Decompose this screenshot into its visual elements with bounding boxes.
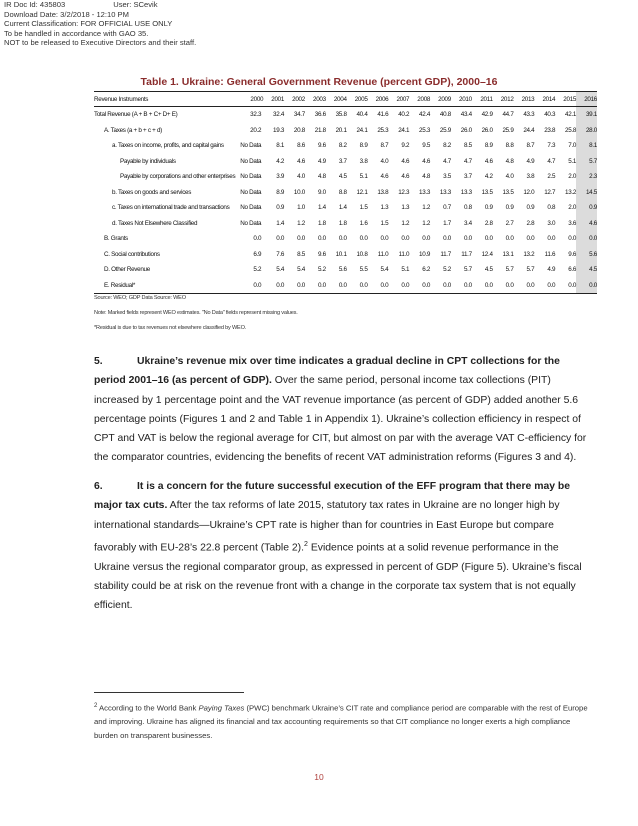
- row-label: d. Taxes Not Elsewhere Classified: [112, 219, 198, 227]
- table-cell: 2.5: [547, 173, 556, 181]
- table-row: [94, 138, 597, 154]
- table-cell: 25.8: [565, 126, 577, 134]
- table-cell: 5.7: [576, 154, 597, 170]
- table-cell: 6.6: [568, 266, 577, 274]
- row-label: c. Taxes on international trade and transactions: [112, 204, 230, 212]
- table-cell: 0.0: [253, 235, 262, 243]
- table-cell: 8.5: [463, 142, 472, 150]
- table-cell: 4.0: [297, 173, 305, 181]
- table-cell: 5.4: [297, 266, 305, 274]
- table-cell: 32.4: [273, 111, 285, 119]
- table-cell: 3.8: [526, 173, 535, 181]
- table-row: [94, 200, 597, 216]
- table-cell: 4.0: [505, 173, 514, 181]
- table-cell: 42.1: [565, 111, 577, 119]
- table-cell: 0.0: [409, 278, 430, 294]
- table-cell: 9.0: [317, 188, 326, 196]
- table-cell: 12.1: [356, 188, 368, 196]
- release-note: NOT to be released to Executive Directors and their staff.: [4, 38, 197, 48]
- table-cell: 7.6: [276, 250, 285, 258]
- table-cell: 24.1: [398, 126, 410, 134]
- table-cell: 14.5: [576, 185, 597, 201]
- column-header-year: 2013: [514, 92, 535, 107]
- table-cell: 13.8: [377, 188, 389, 196]
- table-cell: 26.0: [481, 126, 493, 134]
- table-cell: 13.3: [439, 188, 451, 196]
- table-cell: 25.3: [419, 126, 431, 134]
- table-cell: 0.0: [526, 235, 535, 243]
- table-cell: 13.5: [502, 188, 514, 196]
- table-cell: 1.2: [297, 219, 305, 227]
- paragraph-heading: It is a concern for the future successful execution of the EFF program that there may be major tax cuts.: [94, 481, 571, 512]
- column-header-year: 2003: [305, 92, 326, 107]
- table-cell: 4.8: [422, 173, 431, 181]
- row-label: E. Residual*: [94, 278, 235, 294]
- table-cell: 0.0: [443, 235, 451, 243]
- paragraph-text-cont: Evidence points at a solid revenue performance in the Ukraine versus the regional comparator group, as expressed in percent of GDP (Figure 5). Ukraine’s fiscal stability could be at risk on the revenue front with a change in the corporate tax system that is not equally efficient.: [94, 542, 582, 612]
- table-cell: 4.6: [484, 157, 493, 165]
- table-cell: 24.4: [523, 126, 535, 134]
- table-cell: 8.2: [443, 142, 451, 150]
- table-cell: 0.0: [347, 278, 368, 294]
- table-cell: 0.0: [547, 235, 556, 243]
- table-cell: 10.1: [335, 250, 347, 258]
- table-row: [94, 154, 597, 170]
- table-cell: 43.4: [460, 111, 472, 119]
- table-cell: 4.8: [317, 173, 326, 181]
- row-label: b. Taxes on goods and services: [112, 188, 192, 196]
- column-header-year: 2008: [409, 92, 430, 107]
- table-cell: 3.9: [276, 173, 285, 181]
- table-cell: 5.7: [505, 266, 514, 274]
- table-cell: 5.1: [568, 157, 577, 165]
- table-cell: 12.3: [398, 188, 410, 196]
- table-cell: 8.6: [297, 142, 305, 150]
- table-row: [94, 216, 597, 232]
- table-cell: 25.3: [377, 126, 389, 134]
- table-cell: 1.2: [422, 219, 431, 227]
- table-cell: 0.0: [284, 278, 305, 294]
- table-cell: 4.6: [297, 157, 305, 165]
- table-cell: 2.3: [576, 169, 597, 185]
- table-cell: 34.7: [293, 111, 305, 119]
- column-header-year: 2012: [493, 92, 514, 107]
- table-cell: 40.4: [356, 111, 368, 119]
- table-cell: 1.5: [359, 204, 368, 212]
- table-cell: 8.8: [505, 142, 514, 150]
- footnote-prefix: According to the World Bank: [97, 703, 199, 713]
- table-cell: 0.0: [514, 278, 535, 294]
- table-cell: 8.8: [338, 188, 347, 196]
- table-cell: 10.0: [293, 188, 305, 196]
- row-label: A. Taxes (a + b + c + d): [104, 126, 162, 134]
- table-cell: 4.6: [576, 216, 597, 232]
- table-cell: 25.9: [502, 126, 514, 134]
- paragraph-heading: Ukraine’s revenue mix over time indicates a gradual decline in CPT collections for the period 2001–16 (as percent of GDP).: [94, 356, 560, 387]
- table-cell: 4.9: [526, 157, 535, 165]
- table-cell: 5.6: [576, 247, 597, 263]
- table-cell: 8.1: [576, 138, 597, 154]
- table-cell: 5.1: [401, 266, 410, 274]
- table-cell: 2.7: [505, 219, 514, 227]
- table-cell: 0.0: [263, 278, 284, 294]
- table-cell: No Data: [240, 173, 262, 181]
- table-cell: 1.3: [401, 204, 410, 212]
- table-cell: 42.4: [419, 111, 431, 119]
- column-header-year: 2007: [388, 92, 409, 107]
- table-cell: 1.3: [380, 204, 389, 212]
- table-cell: No Data: [240, 188, 262, 196]
- table-cell: 8.9: [359, 142, 368, 150]
- table-cell: 0.0: [388, 278, 409, 294]
- paragraph-text: After the tax reforms of late 2015, statutory tax rates in Ukraine are no longer high by international standards—Ukraine’s CPT rate is higher than for countries in East Europe but compare favorably with EU-28’s 22.8 percent (Table 2).: [94, 500, 560, 554]
- table-cell: 0.0: [430, 278, 451, 294]
- table-cell: 4.2: [276, 157, 285, 165]
- table-cell: 0.9: [505, 204, 514, 212]
- table-cell: 0.8: [463, 204, 472, 212]
- table-cell: 1.0: [297, 204, 305, 212]
- table-cell: 13.1: [502, 250, 514, 258]
- table-cell: 40.3: [544, 111, 556, 119]
- table-cell: 6.2: [422, 266, 431, 274]
- paragraph-number: 5.: [94, 356, 103, 367]
- revenue-table: [94, 91, 597, 294]
- table-cell: 3.7: [463, 173, 472, 181]
- table-cell: 8.1: [276, 142, 285, 150]
- table-cell: 4.5: [338, 173, 347, 181]
- table-cell: 1.2: [401, 219, 410, 227]
- table-cell: 9.2: [401, 142, 410, 150]
- table-cell: 23.8: [544, 126, 556, 134]
- table-cell: 0.0: [463, 235, 472, 243]
- column-header-year: 2010: [451, 92, 472, 107]
- table-cell: 5.4: [380, 266, 389, 274]
- table-cell: 44.7: [502, 111, 514, 119]
- table-cell: 5.5: [359, 266, 368, 274]
- table-cell: 0.0: [338, 235, 347, 243]
- table-cell: 0.0: [422, 235, 431, 243]
- table-cell: 4.7: [547, 157, 556, 165]
- table-cell: 11.0: [398, 250, 410, 258]
- table-cell: No Data: [240, 204, 262, 212]
- table-cell: 1.8: [317, 219, 326, 227]
- table-cell: 25.9: [439, 126, 451, 134]
- table-header-row: [94, 92, 597, 107]
- table-cell: 0.0: [326, 278, 347, 294]
- row-label: Total Revenue (A + B + C+ D+ E): [94, 111, 178, 119]
- doc-id: IR Doc Id: 435803: [4, 0, 66, 9]
- table-cell: 0.9: [276, 204, 285, 212]
- table-cell: 13.2: [565, 188, 577, 196]
- table-cell: 5.6: [338, 266, 347, 274]
- column-header-year: 2004: [326, 92, 347, 107]
- user: User: SCevik: [113, 0, 158, 9]
- table-cell: 0.9: [526, 204, 535, 212]
- table-cell: 20.8: [293, 126, 305, 134]
- footnote: [94, 700, 594, 742]
- table-cell: 26.0: [460, 126, 472, 134]
- row-label: D. Other Revenue: [104, 266, 150, 274]
- table-cell: 4.0: [380, 157, 389, 165]
- table-cell: 1.4: [338, 204, 347, 212]
- table-cell: 6.9: [253, 250, 262, 258]
- table-cell: 0.0: [555, 278, 576, 294]
- table-cell: 43.3: [523, 111, 535, 119]
- table-cell: 36.6: [314, 111, 326, 119]
- column-header-year: 2016: [576, 92, 597, 107]
- table-cell: 0.9: [576, 200, 597, 216]
- table-cell: 3.4: [463, 219, 472, 227]
- table-cell: 21.8: [314, 126, 326, 134]
- table-cell: 9.5: [422, 142, 431, 150]
- table-cell: 1.5: [380, 219, 389, 227]
- table-cell: 1.4: [317, 204, 326, 212]
- footnote-divider: [94, 692, 244, 693]
- table-cell: 5.4: [276, 266, 285, 274]
- table-cell: 8.9: [276, 188, 285, 196]
- table-cell: 1.7: [443, 219, 451, 227]
- table-cell: 4.5: [576, 262, 597, 278]
- table-cell: 8.7: [526, 142, 535, 150]
- column-header-year: 2006: [368, 92, 389, 107]
- table-cell: 24.1: [356, 126, 368, 134]
- table-cell: 0.0: [576, 278, 597, 294]
- row-label: a. Taxes on income, profits, and capital gains: [112, 142, 224, 150]
- table-row: [94, 107, 597, 123]
- column-header-year: 2001: [263, 92, 284, 107]
- page-number: 10: [314, 772, 324, 782]
- column-header-label: Revenue Instruments: [94, 92, 235, 107]
- table-cell: 5.1: [359, 173, 368, 181]
- table-cell: 5.7: [463, 266, 472, 274]
- table-cell: 8.7: [380, 142, 389, 150]
- table-cell: 11.6: [544, 250, 556, 258]
- table-cell: 2.8: [526, 219, 535, 227]
- table-cell: 1.2: [422, 204, 431, 212]
- table-cell: 10.8: [356, 250, 368, 258]
- classification: Current Classification: FOR OFFICIAL USE ONLY: [4, 19, 173, 29]
- table-cell: No Data: [240, 157, 262, 165]
- table-cell: 4.6: [422, 157, 431, 165]
- footnote-text: (PWC) benchmark Ukraine’s CIT rate and compliance period are comparable with the rest of Europe and improving. Ukraine has aligned its financial and tax accounting requirements so that CIT compliance no longer exerts a high compliance burden on transparent businesses.: [94, 703, 588, 740]
- column-header-year: 2002: [284, 92, 305, 107]
- table-row: [94, 185, 597, 201]
- table-row: [94, 231, 597, 247]
- table-cell: 0.0: [401, 235, 410, 243]
- row-label: Payable by individuals: [120, 157, 176, 165]
- table-cell: 4.6: [401, 173, 410, 181]
- table-cell: No Data: [240, 219, 262, 227]
- table-cell: 0.9: [484, 204, 493, 212]
- table-cell: 0.8: [547, 204, 556, 212]
- download-date: Download Date: 3/2/2018 - 12:10 PM: [4, 9, 129, 19]
- table-cell: 3.0: [547, 219, 556, 227]
- table-cell: 9.6: [317, 250, 326, 258]
- table-cell: 32.3: [250, 111, 262, 119]
- table-cell: 20.1: [335, 126, 347, 134]
- table-cell: 13.3: [460, 188, 472, 196]
- table-cell: 4.7: [463, 157, 472, 165]
- footnote-ref[interactable]: 2: [304, 540, 308, 548]
- table-cell: 9.6: [317, 142, 326, 150]
- table-title: Table 1. Ukraine: General Government Revenue (percent GDP), 2000–16: [140, 76, 498, 88]
- table-cell: 5.2: [443, 266, 451, 274]
- table-cell: 13.3: [419, 188, 431, 196]
- table-cell: 4.6: [380, 173, 389, 181]
- table-cell: 19.3: [273, 126, 285, 134]
- table-cell: 40.8: [439, 111, 451, 119]
- table-cell: 20.2: [250, 126, 262, 134]
- column-header-year: 2009: [430, 92, 451, 107]
- column-header-year: 2011: [472, 92, 493, 107]
- table-cell: 0.0: [380, 235, 389, 243]
- table-cell: 0.0: [472, 278, 493, 294]
- footnote-italic: Paying Taxes: [198, 703, 245, 713]
- table-notes: [94, 295, 298, 340]
- table-cell: 4.5: [484, 266, 493, 274]
- table-cell: 3.6: [568, 219, 577, 227]
- table-cell: 2.0: [568, 173, 577, 181]
- table-cell: 4.2: [484, 173, 493, 181]
- table-cell: 28.0: [576, 123, 597, 139]
- table-cell: 41.6: [377, 111, 389, 119]
- table-cell: 7.0: [568, 142, 577, 150]
- paragraph-6: [94, 477, 594, 616]
- table-cell: 0.0: [359, 235, 368, 243]
- table-cell: 12.4: [481, 250, 493, 258]
- table-cell: 4.7: [443, 157, 451, 165]
- row-label: B. Grants: [104, 235, 128, 243]
- table-cell: 35.8: [335, 111, 347, 119]
- table-cell: 39.1: [576, 107, 597, 123]
- table-cell: 5.7: [526, 266, 535, 274]
- doc-id-line: [4, 0, 196, 10]
- table-cell: 11.7: [440, 250, 451, 258]
- table-cell: 0.0: [235, 278, 263, 294]
- table-cell: 7.3: [547, 142, 556, 150]
- table-cell: 4.8: [505, 157, 514, 165]
- table-cell: 2.8: [484, 219, 493, 227]
- table-cell: 0.0: [568, 235, 577, 243]
- table-cell: 8.2: [338, 142, 347, 150]
- table-cell: 40.2: [398, 111, 410, 119]
- column-header-year: 2005: [347, 92, 368, 107]
- table-cell: 0.0: [451, 278, 472, 294]
- table-cell: 3.8: [359, 157, 368, 165]
- table-cell: 3.5: [443, 173, 451, 181]
- table-cell: 4.9: [317, 157, 326, 165]
- table-cell: 12.7: [544, 188, 556, 196]
- table-cell: 3.7: [338, 157, 347, 165]
- handling-note: To be handled in accordance with GAO 35.: [4, 28, 149, 38]
- paragraph-number: 6.: [94, 481, 103, 492]
- table-cell: 0.0: [493, 278, 514, 294]
- column-header-year: 2015: [555, 92, 576, 107]
- table-row: [94, 262, 597, 278]
- row-label: C. Social contributions: [104, 250, 160, 258]
- table-cell: 0.7: [443, 204, 451, 212]
- table-cell: 13.2: [523, 250, 535, 258]
- table-source: Source: WEO; GDP Data Source: WEO: [94, 295, 186, 301]
- table-cell: 5.2: [253, 266, 262, 274]
- paragraph-5: [94, 352, 594, 468]
- table-cell: 11.7: [461, 250, 472, 258]
- table-cell: 1.6: [359, 219, 368, 227]
- table-note: Note: Marked fields represent WEO estimates. "No Data" fields represent missing values.: [94, 310, 298, 316]
- table-cell: 2.0: [568, 204, 577, 212]
- table-cell: 0.0: [368, 278, 389, 294]
- column-header-year: 2000: [235, 92, 263, 107]
- footnote-number: 2: [94, 703, 98, 709]
- table-cell: 8.5: [297, 250, 305, 258]
- table-cell: 0.0: [576, 231, 597, 247]
- table-cell: 1.4: [276, 219, 285, 227]
- paragraph-text: Over the same period, personal income tax collections (PIT) increased by 1 percentage point and the VAT revenue importance (as percent of GDP) added another 5.6 percentage points (Figures 1 and 2 and Table 1 in Appendix 1). Ukraine’s collection efficiency in respect of CPT and VAT is below the regional average for CIT, but almost on par with the average VAT C-efficiency for the comparator countries, evidencing the benefits of recent VAT administration reforms (Figures 3 and 4).: [94, 375, 587, 464]
- table-row: [94, 278, 597, 294]
- table-cell: 42.9: [481, 111, 493, 119]
- table-cell: 9.6: [568, 250, 577, 258]
- table-cell: 0.0: [305, 278, 326, 294]
- table-cell: 5.2: [317, 266, 326, 274]
- table-cell: 4.6: [401, 157, 410, 165]
- table-cell: 11.0: [377, 250, 389, 258]
- table-row: [94, 169, 597, 185]
- table-cell: 13.5: [481, 188, 493, 196]
- residual-note: *Residual is due to tax revenues not elsewhere classified by WEO.: [94, 325, 247, 331]
- table-cell: 1.8: [338, 219, 347, 227]
- row-label: Payable by corporations and other enterprises: [120, 173, 236, 181]
- table-cell: No Data: [240, 142, 262, 150]
- table-cell: 12.0: [523, 188, 535, 196]
- table-row: [94, 123, 597, 139]
- table-cell: 8.9: [484, 142, 493, 150]
- table-cell: 0.0: [297, 235, 305, 243]
- table-cell: 0.0: [484, 235, 493, 243]
- classification-header: [4, 0, 196, 48]
- table-cell: 4.9: [547, 266, 556, 274]
- table-cell: 0.0: [534, 278, 555, 294]
- table-cell: 0.0: [276, 235, 285, 243]
- table-cell: 10.9: [419, 250, 431, 258]
- table-row: [94, 247, 597, 263]
- column-header-year: 2014: [534, 92, 555, 107]
- table-cell: 0.0: [505, 235, 514, 243]
- table-cell: 0.0: [317, 235, 326, 243]
